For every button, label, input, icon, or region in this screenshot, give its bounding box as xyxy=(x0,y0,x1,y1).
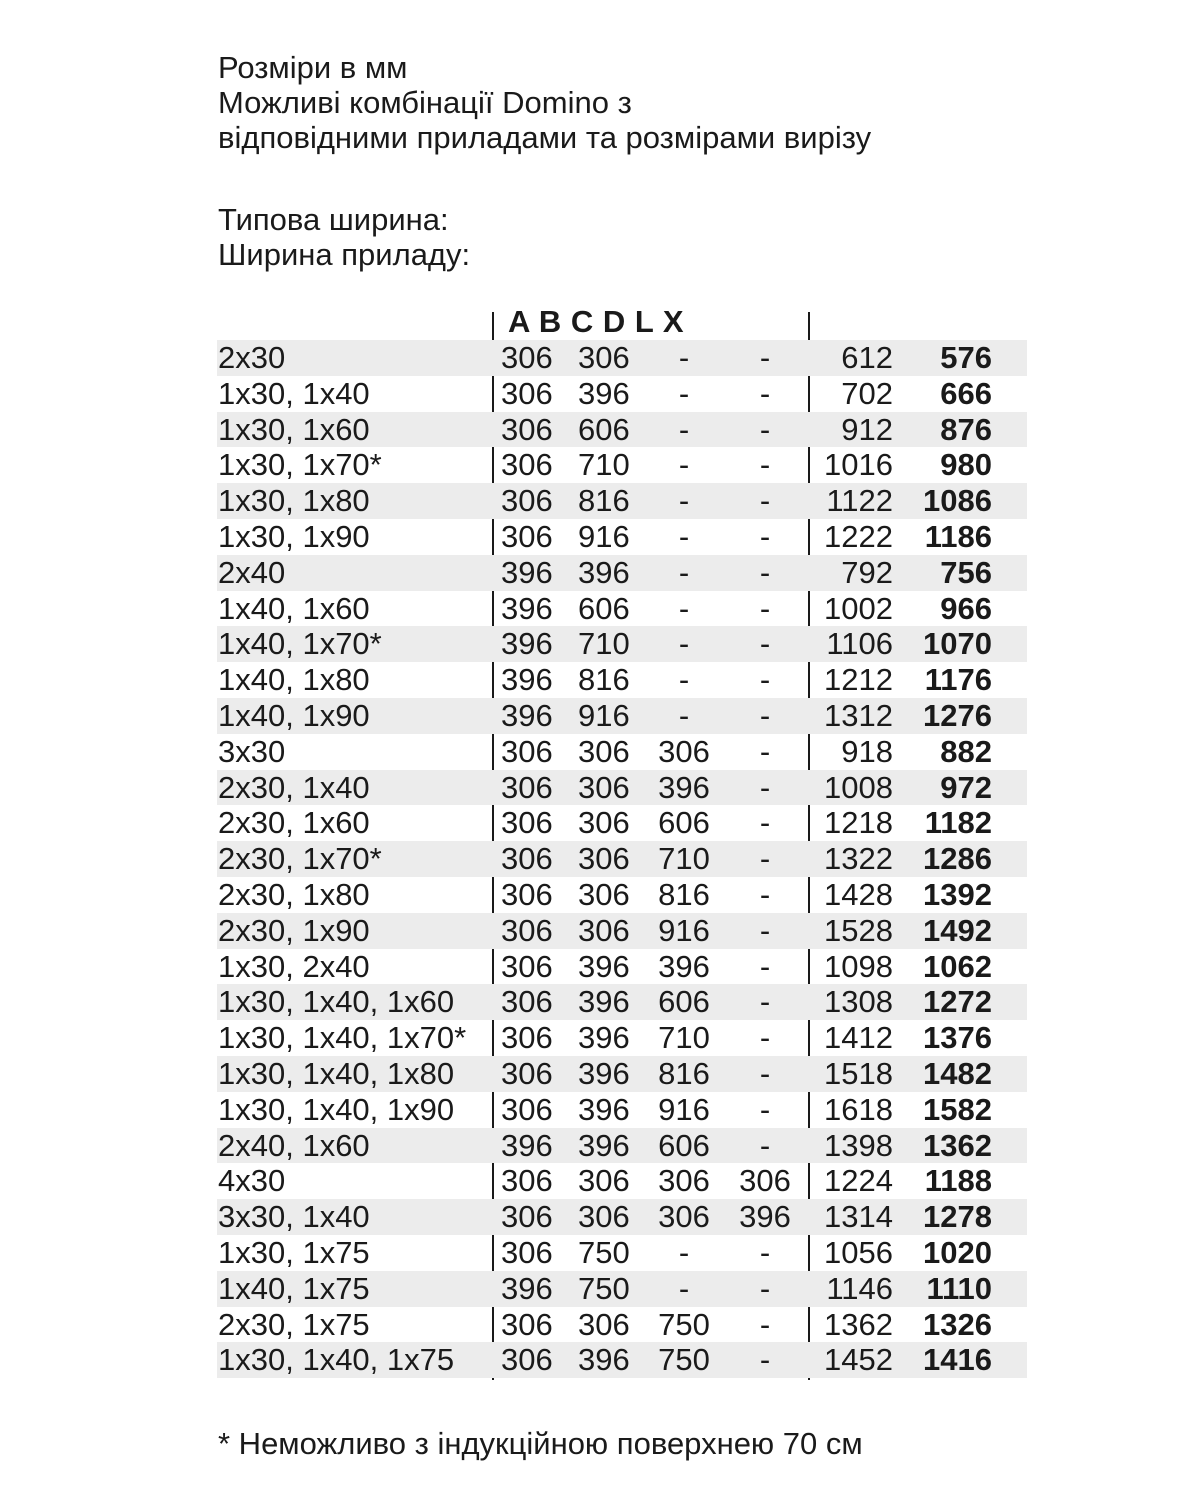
device-width-label: Ширина приладу: xyxy=(218,237,471,272)
table-row xyxy=(217,1056,1027,1092)
total-width-cell: 1098 xyxy=(824,948,893,984)
total-width-cell: 1412 xyxy=(824,1020,893,1056)
width-a-cell: 396 xyxy=(501,590,553,626)
width-d-cell: - xyxy=(759,447,771,483)
table-row xyxy=(217,1342,1027,1378)
total-width-cell: 1222 xyxy=(824,518,893,554)
width-d-cell: - xyxy=(759,518,771,554)
width-a-cell: 396 xyxy=(501,1270,553,1306)
width-c-cell: - xyxy=(678,483,690,519)
width-c-cell: - xyxy=(678,554,690,590)
typical-width-label: Типова ширина: xyxy=(218,202,449,237)
width-c-cell: 396 xyxy=(658,769,710,805)
width-b-cell: 396 xyxy=(578,1342,630,1378)
width-b-cell: 396 xyxy=(578,375,630,411)
width-d-cell: - xyxy=(759,626,771,662)
combo-cell: 2x30, 1x75 xyxy=(218,1306,370,1342)
table-row xyxy=(217,770,1027,806)
total-width-cell: 1518 xyxy=(824,1055,893,1091)
width-d-cell: - xyxy=(759,841,771,877)
cutout-width-cell: 1362 xyxy=(923,1127,992,1163)
total-width-cell: 1528 xyxy=(824,912,893,948)
cutout-width-cell: 1186 xyxy=(924,518,992,554)
total-width-cell: 1016 xyxy=(824,447,893,483)
total-width-cell: 1002 xyxy=(824,590,893,626)
cutout-width-cell: 1070 xyxy=(923,626,992,662)
width-c-cell: - xyxy=(678,518,690,554)
table-row xyxy=(217,913,1027,949)
width-d-cell: - xyxy=(759,1127,771,1163)
width-c-cell: 606 xyxy=(658,1127,710,1163)
combo-cell: 1x40, 1x70* xyxy=(218,626,382,662)
width-a-cell: 306 xyxy=(501,1020,553,1056)
cutout-width-cell: 1416 xyxy=(923,1342,992,1378)
combo-cell: 1x30, 1x40, 1x80 xyxy=(218,1055,455,1091)
width-d-cell: - xyxy=(759,1020,771,1056)
total-width-cell: 912 xyxy=(841,411,893,447)
table-row xyxy=(217,626,1027,662)
cutout-width-cell: 1326 xyxy=(923,1306,992,1342)
table-row xyxy=(217,984,1027,1020)
table-row xyxy=(217,1020,1027,1056)
width-c-cell: - xyxy=(678,662,690,698)
cutout-width-cell: 1492 xyxy=(923,912,992,948)
width-b-cell: 750 xyxy=(578,1270,630,1306)
combinations-table xyxy=(217,340,1027,1378)
width-b-cell: 396 xyxy=(578,1055,630,1091)
intro-line-combinations: Можливі комбінації Domino з xyxy=(218,85,632,120)
total-width-cell: 1362 xyxy=(824,1306,893,1342)
total-width-cell: 1008 xyxy=(824,769,893,805)
total-width-cell: 792 xyxy=(841,554,893,590)
width-d-cell: - xyxy=(759,1306,771,1342)
width-c-cell: 916 xyxy=(658,1091,710,1127)
width-a-cell: 306 xyxy=(501,769,553,805)
table-row xyxy=(217,555,1027,591)
total-width-cell: 1122 xyxy=(826,483,893,519)
width-d-cell: - xyxy=(759,590,771,626)
width-d-cell: - xyxy=(759,411,771,447)
width-c-cell: - xyxy=(678,626,690,662)
table-row xyxy=(217,519,1027,555)
width-a-cell: 306 xyxy=(501,912,553,948)
combo-cell: 2x30 xyxy=(218,340,286,375)
total-width-cell: 1618 xyxy=(824,1091,893,1127)
cutout-width-cell: 1110 xyxy=(926,1270,992,1306)
combo-cell: 1x40, 1x60 xyxy=(218,590,370,626)
combo-cell: 3x30, 1x40 xyxy=(218,1199,370,1235)
width-b-cell: 396 xyxy=(578,948,630,984)
width-a-cell: 306 xyxy=(501,733,553,769)
width-c-cell: - xyxy=(678,340,690,375)
table-row xyxy=(217,483,1027,519)
width-d-cell: - xyxy=(759,912,771,948)
total-width-cell: 1452 xyxy=(824,1342,893,1378)
cutout-width-cell: 1272 xyxy=(923,984,992,1020)
width-b-cell: 396 xyxy=(578,1091,630,1127)
width-b-cell: 916 xyxy=(578,697,630,733)
width-d-cell: - xyxy=(759,1342,771,1378)
width-a-cell: 396 xyxy=(501,1127,553,1163)
combo-cell: 1x30, 1x40, 1x70* xyxy=(218,1020,467,1056)
total-width-cell: 1056 xyxy=(824,1234,893,1270)
table-row xyxy=(217,841,1027,877)
combo-cell: 1x40, 1x75 xyxy=(218,1270,370,1306)
width-a-cell: 306 xyxy=(501,1342,553,1378)
width-d-cell: - xyxy=(759,340,771,375)
table-row xyxy=(217,1235,1027,1271)
width-d-cell: - xyxy=(759,876,771,912)
combo-cell: 1x30, 1x40, 1x90 xyxy=(218,1091,455,1127)
cutout-width-cell: 966 xyxy=(940,590,992,626)
width-b-cell: 306 xyxy=(578,841,630,877)
combo-cell: 1x40, 1x90 xyxy=(218,697,370,733)
combo-cell: 2x30, 1x40 xyxy=(218,769,370,805)
width-c-cell: - xyxy=(678,447,690,483)
width-b-cell: 750 xyxy=(578,1234,630,1270)
total-width-cell: 1314 xyxy=(824,1199,893,1235)
width-a-cell: 306 xyxy=(501,518,553,554)
table-row xyxy=(217,1092,1027,1128)
width-d-cell: - xyxy=(759,662,771,698)
width-a-cell: 396 xyxy=(501,626,553,662)
width-d-cell: - xyxy=(759,375,771,411)
width-b-cell: 816 xyxy=(578,662,630,698)
cutout-width-cell: 1062 xyxy=(923,948,992,984)
cutout-width-cell: 576 xyxy=(940,340,992,375)
cutout-width-cell: 1086 xyxy=(923,483,992,519)
width-d-cell: - xyxy=(759,554,771,590)
width-a-cell: 306 xyxy=(501,1055,553,1091)
width-d-cell: - xyxy=(759,769,771,805)
width-c-cell: 306 xyxy=(658,1199,710,1235)
total-width-cell: 918 xyxy=(841,733,893,769)
width-c-cell: 396 xyxy=(658,948,710,984)
cutout-width-cell: 1582 xyxy=(923,1091,992,1127)
cutout-width-cell: 1020 xyxy=(923,1234,992,1270)
combo-cell: 1x30, 1x40, 1x75 xyxy=(218,1342,455,1378)
width-b-cell: 606 xyxy=(578,411,630,447)
width-a-cell: 306 xyxy=(501,340,553,375)
table-row xyxy=(217,1307,1027,1343)
width-c-cell: 710 xyxy=(658,841,710,877)
width-a-cell: 306 xyxy=(501,375,553,411)
width-c-cell: 606 xyxy=(658,984,710,1020)
width-d-cell: 396 xyxy=(739,1199,791,1235)
total-width-cell: 1212 xyxy=(824,662,893,698)
width-a-cell: 396 xyxy=(501,662,553,698)
cutout-width-cell: 1182 xyxy=(924,805,992,841)
combo-cell: 4x30 xyxy=(218,1163,286,1199)
combo-cell: 1x30, 1x80 xyxy=(218,483,370,519)
total-width-cell: 1218 xyxy=(824,805,893,841)
width-c-cell: - xyxy=(678,1234,690,1270)
table-row xyxy=(217,340,1027,376)
cutout-width-cell: 1286 xyxy=(923,841,992,877)
width-a-cell: 306 xyxy=(501,948,553,984)
width-b-cell: 306 xyxy=(578,733,630,769)
width-c-cell: 750 xyxy=(658,1342,710,1378)
width-a-cell: 306 xyxy=(501,411,553,447)
total-width-cell: 1312 xyxy=(824,697,893,733)
width-b-cell: 816 xyxy=(578,483,630,519)
combo-cell: 1x30, 1x60 xyxy=(218,411,370,447)
intro-line-units: Розміри в мм xyxy=(218,50,408,85)
table-row xyxy=(217,1199,1027,1235)
table-row xyxy=(217,949,1027,985)
width-d-cell: - xyxy=(759,948,771,984)
width-c-cell: 306 xyxy=(658,1163,710,1199)
width-b-cell: 306 xyxy=(578,876,630,912)
cutout-width-cell: 972 xyxy=(940,769,992,805)
table-row xyxy=(217,734,1027,770)
width-b-cell: 916 xyxy=(578,518,630,554)
width-d-cell: - xyxy=(759,984,771,1020)
cutout-width-cell: 980 xyxy=(940,447,992,483)
width-b-cell: 306 xyxy=(578,1306,630,1342)
table-row xyxy=(217,447,1027,483)
cutout-width-cell: 876 xyxy=(940,411,992,447)
table-row xyxy=(217,591,1027,627)
width-a-cell: 306 xyxy=(501,984,553,1020)
table-row xyxy=(217,1128,1027,1164)
table-row xyxy=(217,412,1027,448)
width-b-cell: 396 xyxy=(578,1020,630,1056)
combo-cell: 2x30, 1x80 xyxy=(218,876,370,912)
combo-cell: 2x30, 1x90 xyxy=(218,912,370,948)
combo-cell: 2x40, 1x60 xyxy=(218,1127,370,1163)
width-b-cell: 306 xyxy=(578,805,630,841)
width-d-cell: - xyxy=(759,1234,771,1270)
combo-cell: 1x30, 1x40 xyxy=(218,375,370,411)
total-width-cell: 1308 xyxy=(824,984,893,1020)
combo-cell: 1x30, 2x40 xyxy=(218,948,370,984)
width-d-cell: 306 xyxy=(739,1163,791,1199)
width-b-cell: 306 xyxy=(578,912,630,948)
width-b-cell: 606 xyxy=(578,590,630,626)
width-b-cell: 306 xyxy=(578,1163,630,1199)
combo-cell: 1x30, 1x70* xyxy=(218,447,382,483)
width-c-cell: - xyxy=(678,590,690,626)
total-width-cell: 1224 xyxy=(824,1163,893,1199)
cutout-width-cell: 1276 xyxy=(923,697,992,733)
width-d-cell: - xyxy=(759,1270,771,1306)
width-labels xyxy=(218,202,470,272)
intro-text xyxy=(218,50,871,155)
table-row xyxy=(217,1271,1027,1307)
combo-cell: 1x30, 1x75 xyxy=(218,1234,370,1270)
cutout-width-cell: 756 xyxy=(940,554,992,590)
combo-cell: 2x30, 1x70* xyxy=(218,841,382,877)
footnote: * Неможливо з індукційною поверхнею 70 см xyxy=(218,1426,863,1461)
cutout-width-cell: 1376 xyxy=(923,1020,992,1056)
width-d-cell: - xyxy=(759,1055,771,1091)
width-a-cell: 306 xyxy=(501,1306,553,1342)
cutout-width-cell: 1188 xyxy=(924,1163,992,1199)
cutout-width-cell: 1278 xyxy=(923,1199,992,1235)
cutout-width-cell: 1392 xyxy=(923,876,992,912)
width-d-cell: - xyxy=(759,805,771,841)
cutout-width-cell: 882 xyxy=(940,733,992,769)
width-c-cell: 916 xyxy=(658,912,710,948)
total-width-cell: 1428 xyxy=(824,876,893,912)
width-a-cell: 306 xyxy=(501,483,553,519)
width-a-cell: 306 xyxy=(501,1163,553,1199)
table-row xyxy=(217,662,1027,698)
width-d-cell: - xyxy=(759,483,771,519)
intro-line-cutout: відповідними приладами та розмірами вирізу xyxy=(218,120,872,155)
total-width-cell: 1146 xyxy=(826,1270,893,1306)
width-a-cell: 306 xyxy=(501,841,553,877)
combo-cell: 1x40, 1x80 xyxy=(218,662,370,698)
width-b-cell: 710 xyxy=(578,626,630,662)
width-c-cell: 816 xyxy=(658,876,710,912)
width-d-cell: - xyxy=(759,697,771,733)
width-b-cell: 306 xyxy=(578,340,630,375)
total-width-cell: 1106 xyxy=(826,626,893,662)
width-b-cell: 710 xyxy=(578,447,630,483)
table-row xyxy=(217,805,1027,841)
width-c-cell: 606 xyxy=(658,805,710,841)
width-d-cell: - xyxy=(759,733,771,769)
combo-cell: 2x40 xyxy=(218,554,286,590)
combo-cell: 1x30, 1x40, 1x60 xyxy=(218,984,455,1020)
cutout-width-cell: 666 xyxy=(940,375,992,411)
width-b-cell: 396 xyxy=(578,1127,630,1163)
width-b-cell: 396 xyxy=(578,554,630,590)
width-c-cell: 306 xyxy=(658,733,710,769)
width-a-cell: 396 xyxy=(501,697,553,733)
width-c-cell: - xyxy=(678,411,690,447)
width-b-cell: 306 xyxy=(578,1199,630,1235)
width-a-cell: 306 xyxy=(501,1199,553,1235)
cutout-width-cell: 1176 xyxy=(924,662,992,698)
width-b-cell: 396 xyxy=(578,984,630,1020)
width-c-cell: 750 xyxy=(658,1306,710,1342)
combo-cell: 2x30, 1x60 xyxy=(218,805,370,841)
width-a-cell: 306 xyxy=(501,876,553,912)
width-c-cell: - xyxy=(678,697,690,733)
width-a-cell: 306 xyxy=(501,447,553,483)
width-d-cell: - xyxy=(759,1091,771,1127)
width-a-cell: 306 xyxy=(501,1091,553,1127)
width-c-cell: - xyxy=(678,375,690,411)
width-a-cell: 306 xyxy=(501,1234,553,1270)
combo-cell: 1x30, 1x90 xyxy=(218,518,370,554)
width-c-cell: 710 xyxy=(658,1020,710,1056)
total-width-cell: 1398 xyxy=(824,1127,893,1163)
total-width-cell: 612 xyxy=(841,340,893,375)
width-a-cell: 396 xyxy=(501,554,553,590)
total-width-cell: 1322 xyxy=(824,841,893,877)
table-row xyxy=(217,376,1027,412)
width-a-cell: 306 xyxy=(501,805,553,841)
width-c-cell: - xyxy=(678,1270,690,1306)
combo-cell: 3x30 xyxy=(218,733,286,769)
width-b-cell: 306 xyxy=(578,769,630,805)
column-letters-header: A B C D L X xyxy=(508,304,684,339)
table-row xyxy=(217,877,1027,913)
width-c-cell: 816 xyxy=(658,1055,710,1091)
cutout-width-cell: 1482 xyxy=(923,1055,992,1091)
table-row xyxy=(217,1163,1027,1199)
table-row xyxy=(217,698,1027,734)
total-width-cell: 702 xyxy=(841,375,893,411)
